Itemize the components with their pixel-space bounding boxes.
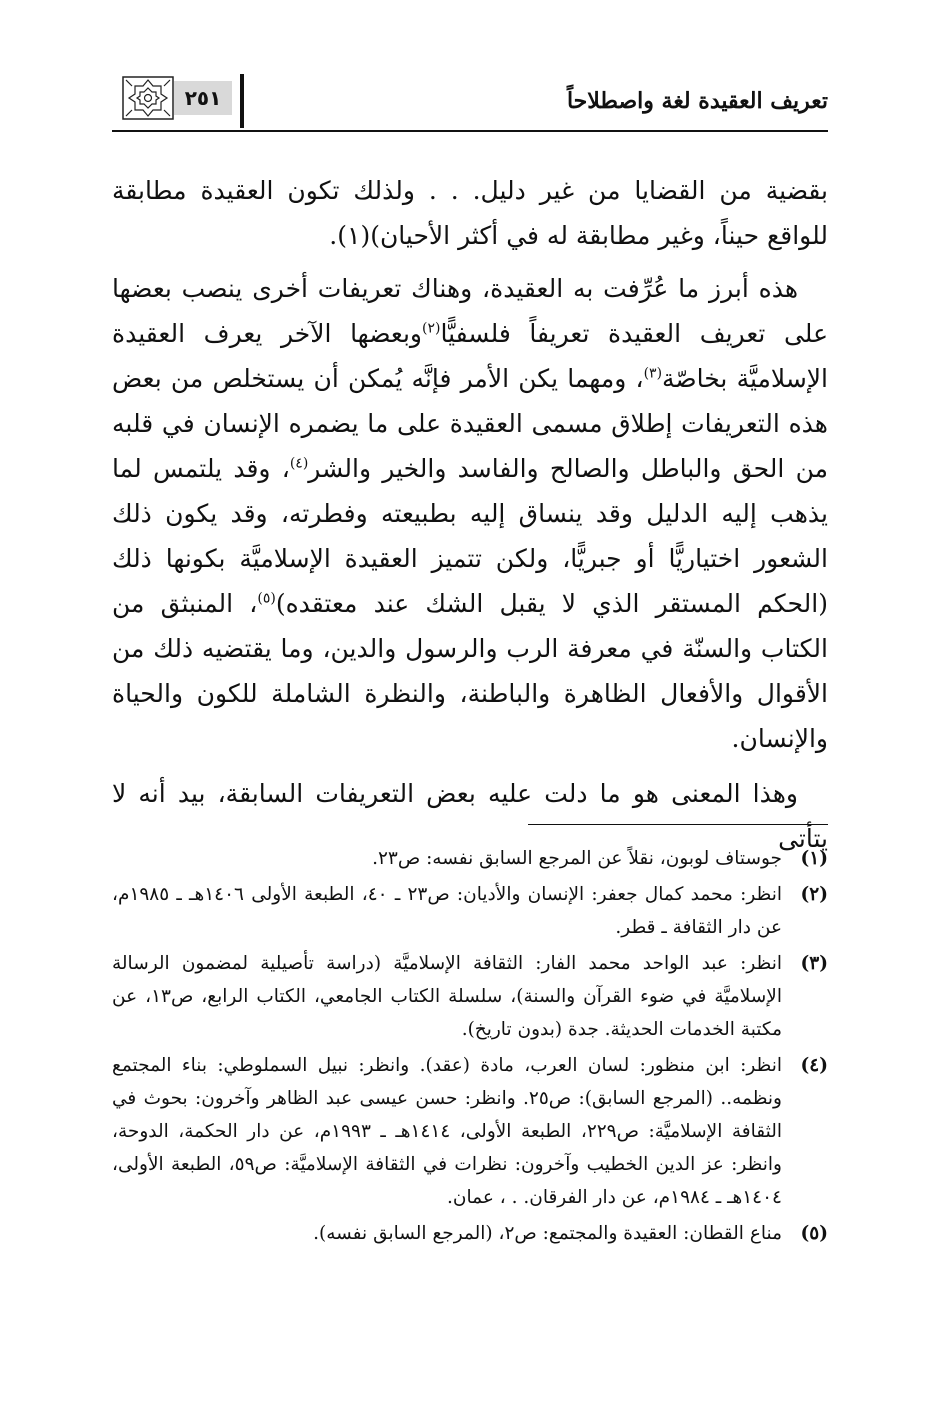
running-header — [112, 70, 828, 132]
footnote-text: مناع القطان: العقيدة والمجتمع: ص٢، (المرجع السابق نفسه). — [313, 1223, 782, 1244]
paragraph-1: بقضية من القضايا من غير دليل. . . ولذلك تكون العقيدة مطابقة للواقع حيناً، وغير مطابقة له في أكثر الأحيان)(١). — [112, 176, 828, 250]
footnote-text: انظر: محمد كمال جعفر: الإنسان والأديان: ص٢٣ ـ ٤٠، الطبعة الأولى ١٤٠٦هـ ـ ١٩٨٥م، عن دار الثقافة ـ قطر. — [112, 884, 783, 938]
footnote-text: انظر: ابن منظور: لسان العرب، مادة (عقد). وانظر: نبيل السملوطي: بناء المجتمع ونظمه.. (المرجع السابق): ص٢٥. وانظر: حسن عيسى عبد الظاهر وآخرون: بحوث في الثقافة الإسلاميَّة: ص٢٢٩، الطبعة الأولى، ١٤١٤هـ ـ ١٩٩٣م، عن دار الحكمة، الدوحة، وانظر: عز الدين الخطيب وآخرون: نظرات في الثقافة الإسلاميَّة: ص٥٩، الطبعة الأولى، ١٤٠٤هـ ـ ١٩٨٤م، عن دار الفرقان. . ، عمان. — [112, 1055, 782, 1208]
footnote-text: جوستاف لوبون، نقلاً عن المرجع السابق نفسه: ص٢٣. — [372, 848, 782, 869]
paragraph-2-part-d: ، وقد يلتمس لما يذهب إليه الدليل وقد ينساق إليه بطبيعته وفطرته، وقد يكون ذلك الشعور اختياريًّا أو جبريًّا، ولكن تتميز العقيدة الإسلاميَّة بكونها ذلك (الحكم المستقر الذي لا يقبل الشك عند معتقده) — [112, 454, 829, 618]
footnote-marker-4: (٤) — [289, 455, 309, 472]
header-divider-bar — [240, 74, 244, 128]
running-title: تعريف العقيدة لغة واصطلاحاً — [566, 88, 828, 114]
footnote-text: انظر: عبد الواحد محمد الفار: الثقافة الإسلاميَّة (دراسة تأصيلية لمضمون الرسالة الإسلاميَّة في ضوء القرآن والسنة)، سلسلة الكتاب الجامعي، الكتاب الرابع، ص١٣، عن مكتبة الخدمات الحديثة. جدة (بدون تاريخ). — [112, 953, 782, 1040]
footnote-4 — [112, 1049, 828, 1214]
page-number: ٢٥١ — [174, 81, 232, 115]
header-rule — [112, 130, 828, 132]
main-text — [112, 168, 828, 861]
footnotes — [112, 842, 828, 1253]
footnote-number: (١) — [800, 848, 828, 869]
footnote-number: (٣) — [800, 953, 828, 974]
footnote-number: (٥) — [800, 1223, 828, 1244]
footnote-number: (٢) — [800, 884, 828, 905]
page-number-box — [112, 76, 232, 120]
paragraph-2-part-e: ، المنبثق من الكتاب والسنّة في معرفة الرب والرسول والدين، وما يقتضيه ذلك من الأقوال والأفعال الظاهرة والباطنة، والنظرة الشاملة للكون والحياة والإنسان. — [112, 589, 828, 753]
footnote-marker-2: (٢) — [421, 320, 441, 337]
footnote-marker-3: (٣) — [643, 365, 663, 382]
paragraph-2-part-c: ، ومهما يكن الأمر فإنَّه يُمكن أن يستخلص من بعض هذه التعريفات إطلاق مسمى العقيدة على ما يضمره الإنسان في قلبه من الحق والباطل والصالح والفاسد والخير والشر — [112, 364, 828, 483]
geometric-ornament-icon — [122, 76, 174, 120]
paragraph-2-part-a: هذه أبرز ما عُرِّفت به العقيدة، وهناك تعريفات أخرى ينصب بعضها على تعريف العقيدة تعريفاً فلسفيًّا — [112, 274, 829, 348]
paragraph-3: وهذا المعنى هو ما دلت عليه بعض التعريفات السابقة، بيد أنه لا يتأتى — [112, 779, 828, 853]
footnote-3 — [112, 947, 828, 1046]
footnote-1 — [112, 842, 828, 875]
paragraph-2 — [112, 266, 828, 761]
footnote-2 — [112, 878, 828, 944]
footnote-marker-5: (٥) — [257, 590, 276, 607]
footnote-5 — [112, 1217, 828, 1250]
footnote-separator — [528, 824, 828, 825]
footnote-number: (٤) — [800, 1055, 828, 1076]
paragraph-2-part-b: وبعضها الآخر يعرف العقيدة الإسلاميَّة بخاصّة — [112, 319, 828, 393]
